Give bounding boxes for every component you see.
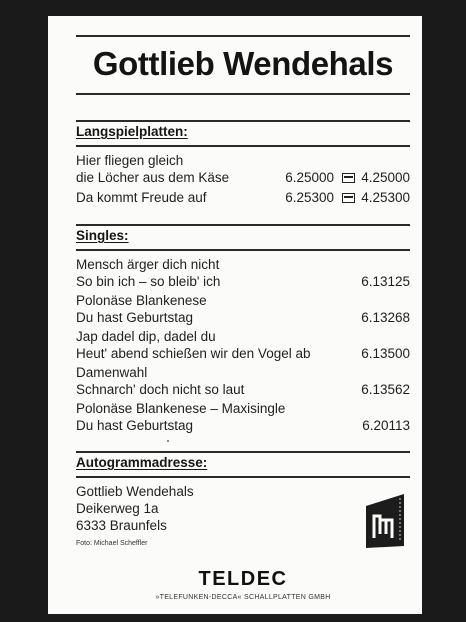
album-2-lp-number: 6.25300 [285,190,334,205]
address-street: Deikerweg 1a [76,501,159,516]
singles-bottom-rule [76,249,410,251]
album-1-line-2: die Löcher aus dem Käse [76,170,230,185]
single-1-number: 6.13125 [361,274,410,289]
discography-card [48,16,422,614]
print-speck [167,440,169,442]
single-4-line-1: Damenwahl [76,365,148,380]
single-2-line-2: Du hast Geburtstag [76,310,194,325]
autograph-top-rule [76,451,410,453]
album-1-line-1: Hier fliegen gleich [76,153,184,168]
album-2-mc-number: 4.25300 [361,190,410,205]
single-4-line-2: Schnarch' doch nicht so laut [76,382,245,397]
single-5-line-1: Polonäse Blankenese – Maxisingle [76,401,286,416]
single-5-line-2: Du hast Geburtstag [76,418,194,433]
singles-top-rule [76,224,410,226]
page-title: Gottlieb Wendehals [92,45,394,82]
teldec-subline: »TELEFUNKEN-DECCA« SCHALLPLATTEN GMBH [155,594,331,601]
single-3-number: 6.13500 [361,346,410,361]
address-city: 6333 Braunfels [76,518,167,533]
single-2-line-1: Polonäse Blankenese [76,293,207,308]
title-rule [76,93,410,95]
top-rule [76,35,410,37]
album-2-line-1: Da kommt Freude auf [76,190,207,205]
single-1-line-2: So bin ich – so bleib' ich [76,274,221,289]
album-1-lp-number: 6.25000 [285,170,334,185]
record-label-logo-icon [364,492,410,550]
single-4-number: 6.13562 [361,382,410,397]
album-1-mc-number: 4.25000 [361,170,410,185]
autograph-bottom-rule [76,476,410,478]
single-3-line-1: Jap dadel dip, dadel du [76,329,216,344]
albums-bottom-rule [76,145,410,147]
single-1-line-1: Mensch ärger dich nicht [76,257,220,272]
single-3-line-2: Heut' abend schießen wir den Vogel ab [76,346,311,361]
teldec-logo: TELDEC [198,568,288,590]
photo-credit: Foto: Michael Scheffler [76,540,148,547]
autograph-heading: Autogrammadresse: [76,455,208,470]
single-5-number: 6.20113 [362,418,410,433]
albums-top-rule [76,120,410,122]
address-name: Gottlieb Wendehals [76,484,194,499]
albums-heading: Langspielplatten: [76,124,188,139]
single-2-number: 6.13268 [361,310,410,325]
singles-heading: Singles: [76,228,129,243]
